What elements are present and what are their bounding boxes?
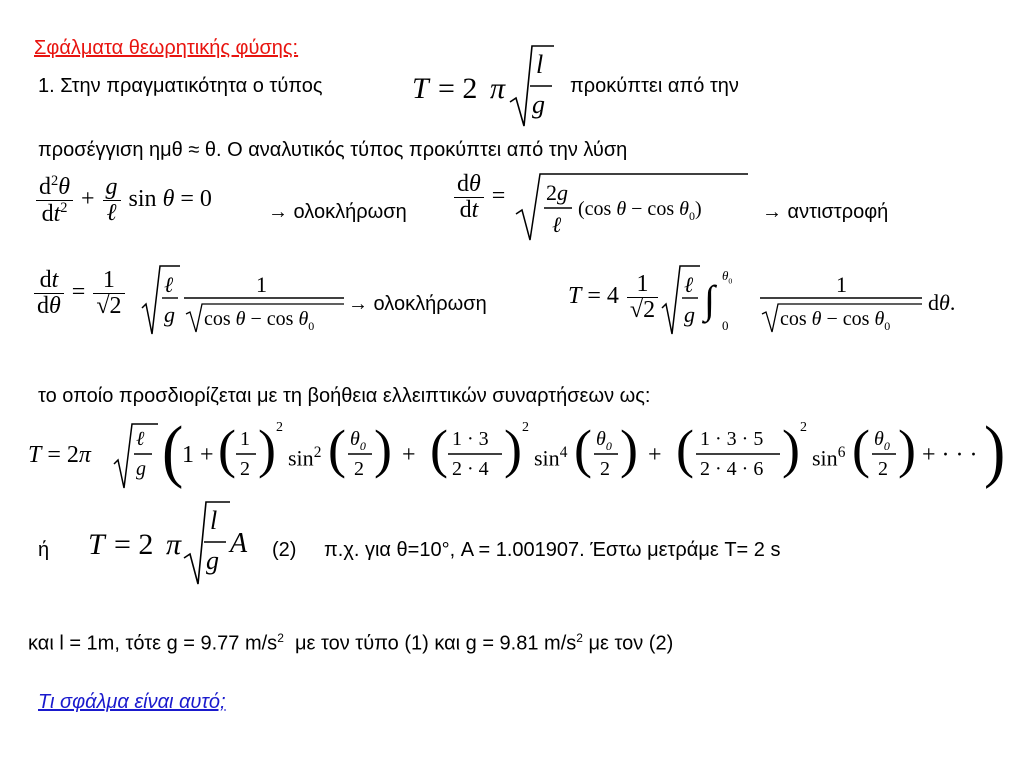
arrow-integration-2: → ολοκλήρωση xyxy=(348,293,487,315)
result-sup2: 2 xyxy=(576,631,583,645)
line1-after: προκύπτει από την xyxy=(570,75,739,97)
result-part1: και l = 1m, τότε g = 9.77 m/s xyxy=(28,632,278,655)
question-text: Τι σφάλμα είναι αυτό; xyxy=(38,691,226,713)
series-expansion-equation: T = 2π ℓ g ( 1 + ( 1 2 ) 2 $\sin^2$ ( $\theta_0$ 2 ) + ( 1 · 3 2 · 4 ) 2 $\sin^4$ ( $\theta_0$ 2 ) + ( 1 · 3 · 5 2 · 4 · 6 ) 2 $\sin^6$ ( $\theta_0$ 2 ) + · · · ) xyxy=(28,411,1006,490)
dtheta-dt-equation: $\frac{d\theta}{dt}$ = xyxy=(452,172,505,223)
arrow-inversion: → αντιστροφή xyxy=(762,201,889,223)
period-integral-body: ℓ g ∫ $\theta_0$ 0 1 $\cos \theta - \cos \theta_0$ dθ. xyxy=(660,262,970,338)
elliptic-text: το οποίο προσδιορίζεται με τη βοήθεια ελλειπτικών συναρτήσεων ως: xyxy=(38,385,651,407)
eq2-label: (2) xyxy=(272,539,297,561)
period-formula-simple: T = 2 π l g xyxy=(408,42,558,132)
ode-equation: $\frac{d^2\theta}{dt^2}$ + $\frac{g}{\text{ℓ}}$ sin θ = 0 xyxy=(34,174,212,227)
result-part3: με τον (2) xyxy=(588,632,674,655)
result-part2: με τον τύπο (1) και g = 9.81 m/s xyxy=(295,632,577,655)
period-integral-equation: T = 4 $\frac{1}{√2}$ xyxy=(568,272,660,323)
slide-title: Σφάλματα θεωρητικής φύσης: xyxy=(34,37,299,59)
result-sup1: 2 xyxy=(277,631,284,645)
line2-text: προσέγγιση ημθ ≈ θ. Ο αναλυτικός τύπος προκύπτει από την λύση xyxy=(38,139,628,161)
dt-dtheta-equation: $\frac{dt}{d\theta}$ = $\frac{1}{√2}$ xyxy=(32,268,127,319)
period-formula-A: T = 2 π l g A xyxy=(84,496,264,588)
result-line xyxy=(28,632,673,654)
arrow-integration: → ολοκλήρωση xyxy=(268,201,407,223)
dtheta-dt-sqrt: 2g ℓ (cos $\theta - \cos \theta_0$) xyxy=(514,170,754,244)
line1-text: 1. Στην πραγματικότητα ο τύπος xyxy=(38,75,323,97)
or-label: ή xyxy=(38,539,50,561)
example-text: π.χ. για θ=10°, A = 1.001907. Έστω μετράμε T= 2 s xyxy=(324,539,781,561)
dt-dtheta-sqrt: ℓ g 1 $\cos \theta - \cos \theta_0$ xyxy=(140,262,350,338)
